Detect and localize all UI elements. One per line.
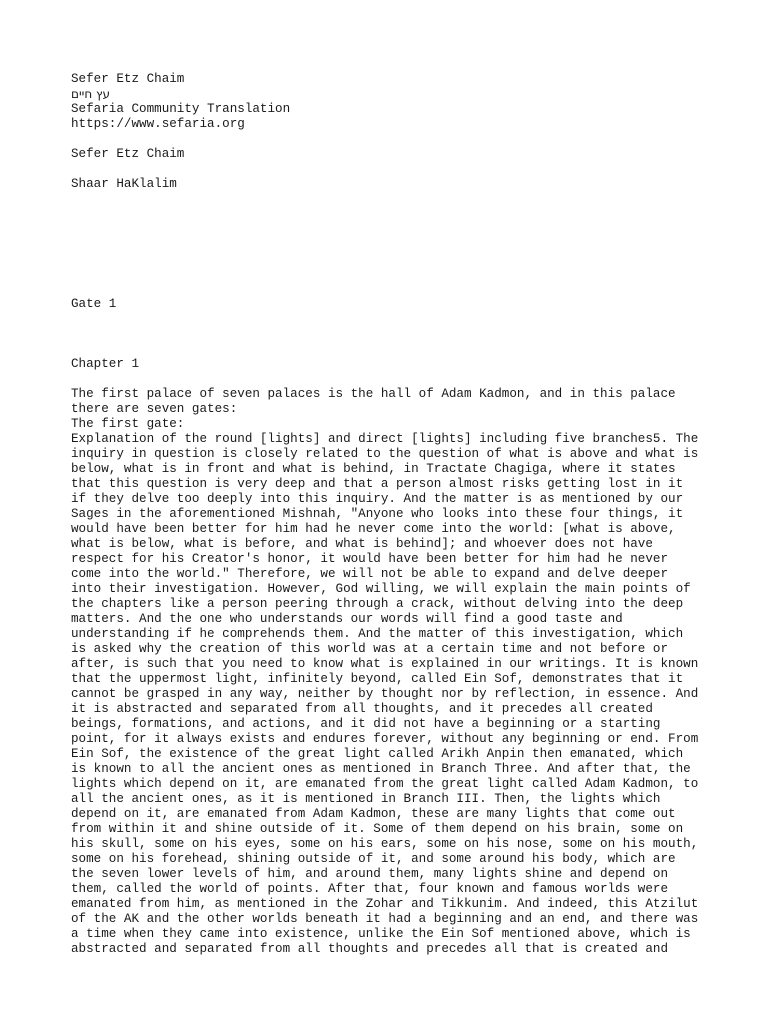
header-translation: Sefaria Community Translation bbox=[71, 102, 291, 116]
body-line: if they delve too deeply into this inquiry. And the matter is as mentioned by our bbox=[71, 492, 684, 506]
body-line: is known to all the ancient ones as mentioned in Branch Three. And after that, the bbox=[71, 762, 691, 776]
body-line: Explanation of the round [lights] and direct [lights] including five branches5. The bbox=[71, 432, 699, 446]
intro-line: The first gate: bbox=[71, 417, 185, 431]
header-hebrew-title: עץ חיים bbox=[71, 87, 110, 101]
body-line: would have been better for him had he never come into the world: [what is above, bbox=[71, 522, 676, 536]
body-line: cannot be grasped in any way, neither by thought nor by reflection, in essence. And bbox=[71, 687, 699, 701]
body-line: point, for it always exists and endures forever, without any beginning or end. From bbox=[71, 732, 699, 746]
section-title: Shaar HaKlalim bbox=[71, 177, 177, 191]
body-line: Ein Sof, the existence of the great light called Arikh Anpin then emanated, which bbox=[71, 747, 684, 761]
body-line: all the ancient ones, as it is mentioned in Branch III. Then, the lights which bbox=[71, 792, 661, 806]
body-line: come into the world." Therefore, we will not be able to expand and delve deeper bbox=[71, 567, 669, 581]
document-page bbox=[71, 72, 761, 957]
body-line: his skull, some on his eyes, some on his ears, some on his nose, some on his mouth, bbox=[71, 837, 699, 851]
body-line: the chapters like a person peering through a crack, without delving into the deep bbox=[71, 597, 684, 611]
body-line: is asked why the creation of this world was at a certain time and not before or bbox=[71, 642, 669, 656]
body-line: inquiry in question is closely related to the question of what is above and what is bbox=[71, 447, 699, 461]
body-paragraph bbox=[71, 432, 761, 957]
body-line: respect for his Creator's honor, it would have been better for him had he never bbox=[71, 552, 669, 566]
body-line: after, is such that you need to know what is explained in our writings. It is known bbox=[71, 657, 699, 671]
body-line: Sages in the aforementioned Mishnah, "Anyone who looks into these four things, it bbox=[71, 507, 684, 521]
body-line: below, what is in front and what is behind, in Tractate Chagiga, where it states bbox=[71, 462, 676, 476]
body-line: into their investigation. However, God willing, we will explain the main points of bbox=[71, 582, 691, 596]
chapter-title: Chapter 1 bbox=[71, 357, 140, 371]
body-line: what is below, what is before, and what is behind]; and whoever does not have bbox=[71, 537, 653, 551]
intro-block bbox=[71, 387, 761, 432]
body-line: them, called the world of points. After that, four known and famous worlds were bbox=[71, 882, 669, 896]
gate-title: Gate 1 bbox=[71, 297, 117, 311]
body-line: matters. And the one who understands our words will find a good taste and bbox=[71, 612, 623, 626]
body-line: beings, formations, and actions, and it did not have a beginning or a starting bbox=[71, 717, 661, 731]
header-title: Sefer Etz Chaim bbox=[71, 72, 185, 86]
body-line: that the uppermost light, infinitely beyond, called Ein Sof, demonstrates that it bbox=[71, 672, 684, 686]
body-line: emanated from him, as mentioned in the Zohar and Tikkunim. And indeed, this Atzilut bbox=[71, 897, 699, 911]
body-line: depend on it, are emanated from Adam Kadmon, these are many lights that come out bbox=[71, 807, 676, 821]
body-line: understanding if he comprehends them. And the matter of this investigation, which bbox=[71, 627, 684, 641]
intro-line: there are seven gates: bbox=[71, 402, 238, 416]
body-line: some on his forehead, shining outside of it, and some around his body, which are bbox=[71, 852, 676, 866]
body-line: the seven lower levels of him, and around them, many lights shine and depend on bbox=[71, 867, 669, 881]
body-line: of the AK and the other worlds beneath it had a beginning and an end, and there was bbox=[71, 912, 699, 926]
header-url: https://www.sefaria.org bbox=[71, 117, 245, 131]
book-title: Sefer Etz Chaim bbox=[71, 147, 185, 161]
intro-line: The first palace of seven palaces is the hall of Adam Kadmon, and in this palace bbox=[71, 387, 676, 401]
body-line: that this question is very deep and that a person almost risks getting lost in it bbox=[71, 477, 684, 491]
body-line: abstracted and separated from all thoughts and precedes all that is created and bbox=[71, 942, 669, 956]
body-line: lights which depend on it, are emanated from the great light called Adam Kadmon, to bbox=[71, 777, 699, 791]
body-line: a time when they came into existence, unlike the Ein Sof mentioned above, which is bbox=[71, 927, 691, 941]
body-line: it is abstracted and separated from all thoughts, and it precedes all created bbox=[71, 702, 653, 716]
body-line: from within it and shine outside of it. Some of them depend on his brain, some on bbox=[71, 822, 684, 836]
